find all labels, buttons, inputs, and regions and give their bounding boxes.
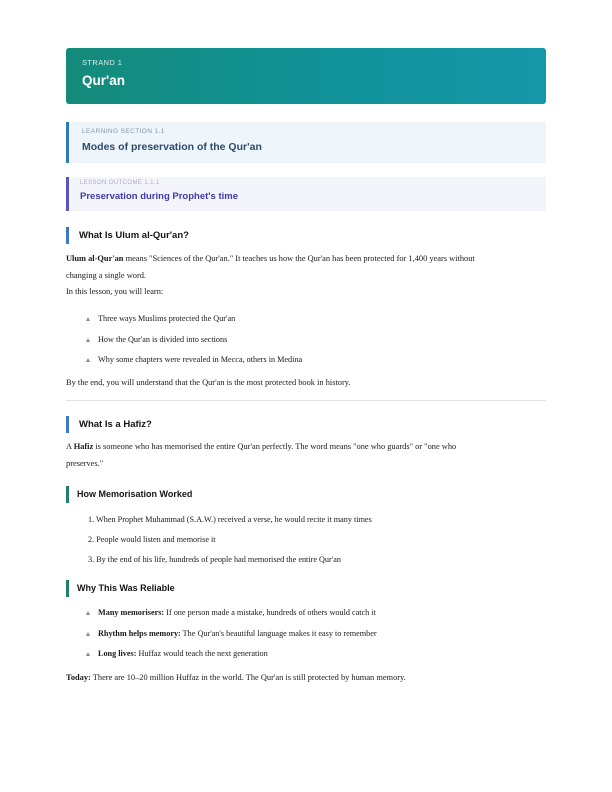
reliable-reasons <box>86 607 377 669</box>
reason-text: Huffaz would teach the next generation <box>136 649 268 658</box>
triangle-bullet-icon <box>86 358 90 362</box>
ulum-conclusion: By the end, you will understand that the Qur'an is the most protected book in history. <box>66 378 351 387</box>
list-item: 3. By the end of his life, hundreds of people had memorised the entire Qur'an <box>88 555 341 564</box>
reason-term: Many memorisers: <box>98 608 165 617</box>
reason-text: The Qur'an's beautiful language makes it easy to remember <box>180 628 377 638</box>
ulum-definition-line1: means "Sciences of the Qur'an." It teaches us how the Qur'an has been protected for 1,400 years without <box>123 254 475 263</box>
strand-banner <box>66 48 546 104</box>
reason-term: Long lives: <box>98 649 137 658</box>
list-item-text: Why some chapters were revealed in Mecca, others in Medina <box>98 355 303 364</box>
reliable-heading: Why This Was Reliable <box>66 580 175 597</box>
list-item <box>86 334 302 355</box>
hafiz-term: Hafiz <box>73 442 94 451</box>
hafiz-definition-line2: preserves." <box>66 458 104 468</box>
ulum-intro: In this lesson, you will learn: <box>66 287 164 296</box>
reason-term: Rhythm helps memory: <box>98 628 181 638</box>
hafiz-article: A <box>66 442 74 451</box>
list-item: 2. People would listen and memorise it <box>88 535 216 544</box>
hafiz-definition-line1: is someone who has memorised the entire Qur'an perfectly. The word means "one who guards" or "one who <box>93 442 457 451</box>
triangle-bullet-icon <box>86 652 90 656</box>
ulum-term: Ulum al-Qur'an <box>66 254 124 263</box>
learning-section-box <box>66 122 546 163</box>
triangle-bullet-icon <box>86 338 90 342</box>
list-item <box>86 648 377 669</box>
triangle-bullet-icon <box>86 611 90 615</box>
today-text: There are 10–20 million Huffaz in the world. The Qur'an is still protected by human memory. <box>90 673 406 682</box>
list-item-text: How the Qur'an is divided into sections <box>98 334 228 344</box>
lesson-outcome-title: Preservation during Prophet's time <box>80 191 238 202</box>
lesson-outcome-kicker: LESSON OUTCOME 1.1.1 <box>80 180 160 186</box>
memorisation-steps <box>88 514 372 574</box>
list-item <box>86 354 302 375</box>
today-note <box>66 670 546 687</box>
hafiz-definition <box>66 439 546 472</box>
strand-kicker: STRAND 1 <box>82 58 123 67</box>
hafiz-heading: What Is a Hafiz? <box>66 416 152 433</box>
learn-list <box>86 313 302 375</box>
learning-section-kicker: LEARNING SECTION 1.1 <box>82 128 165 135</box>
strand-title: Qur'an <box>82 73 125 88</box>
list-item <box>86 607 377 628</box>
triangle-bullet-icon <box>86 317 90 321</box>
ulum-definition <box>66 251 546 301</box>
ulum-heading: What Is Ulum al-Qur'an? <box>66 227 189 244</box>
list-item-text: Three ways Muslims protected the Qur'an <box>98 314 236 323</box>
section-divider <box>66 400 546 401</box>
lesson-outcome-box <box>66 177 546 211</box>
list-item <box>86 313 302 334</box>
triangle-bullet-icon <box>86 632 90 636</box>
list-item <box>86 628 377 649</box>
reason-text: If one person made a mistake, hundreds of others would catch it <box>164 608 376 617</box>
list-item: 1. When Prophet Muhammad (S.A.W.) received a verse, he would recite it many times <box>88 515 372 524</box>
learning-section-title: Modes of preservation of the Qur'an <box>82 141 262 153</box>
today-term: Today: <box>66 673 91 682</box>
memorisation-heading: How Memorisation Worked <box>66 486 192 503</box>
ulum-definition-line2: changing a single word. <box>66 270 147 280</box>
